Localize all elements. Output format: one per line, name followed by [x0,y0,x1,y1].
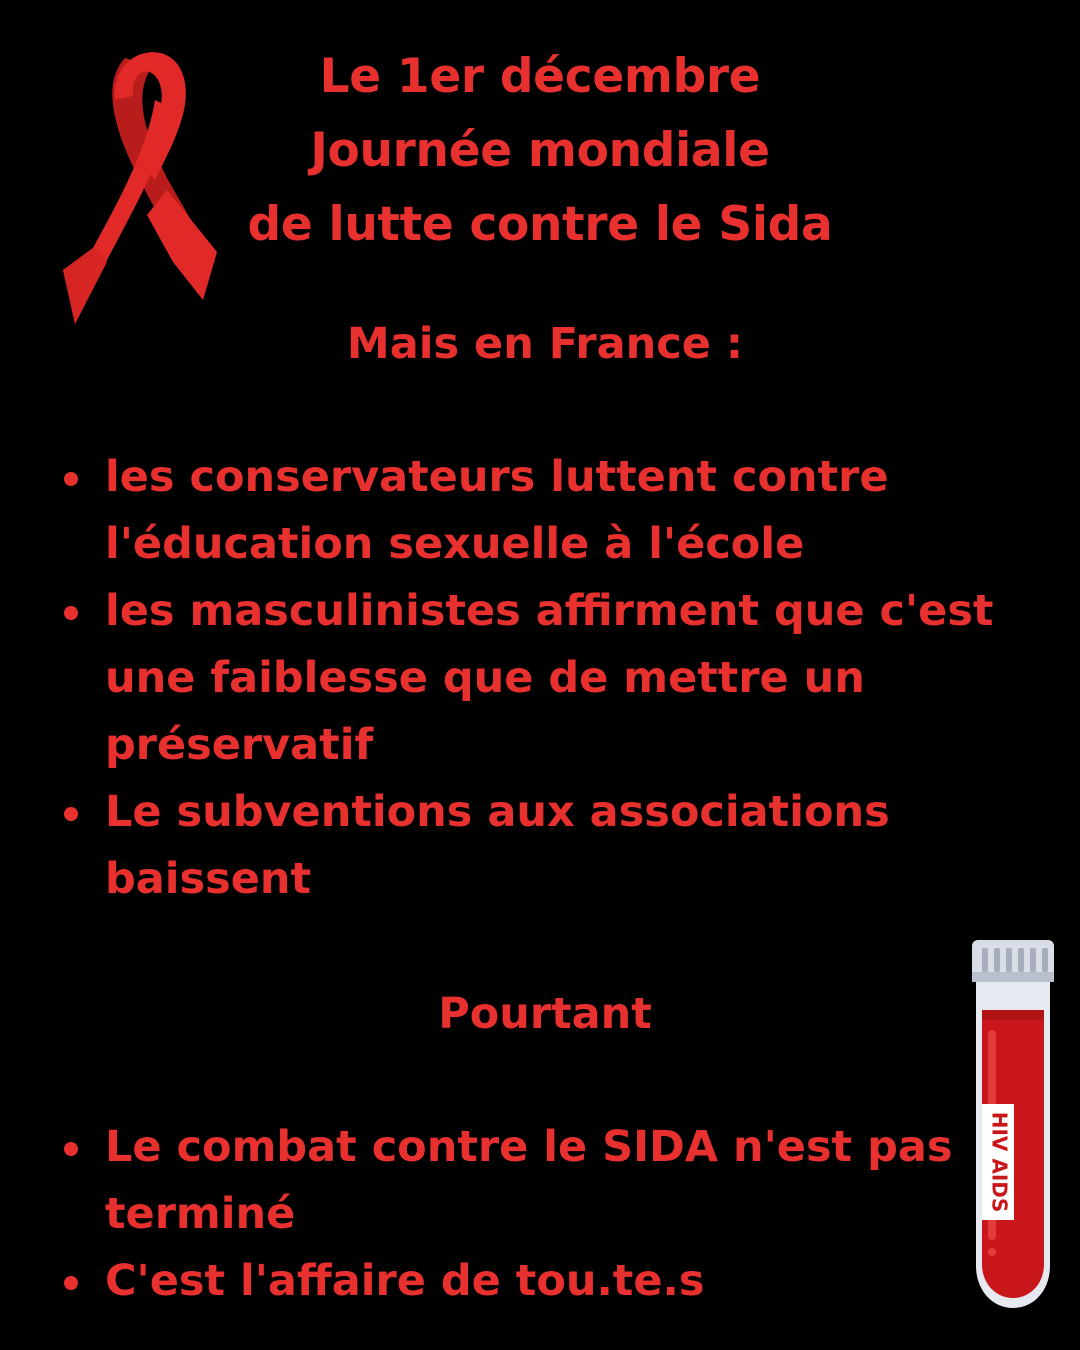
pourtant-list [0,1114,960,1315]
list-item: C'est l'affaire de tou.te.s [0,1248,960,1315]
section-heading-france: Mais en France : [346,319,744,369]
title-line-1: Le 1er décembre [319,49,761,104]
title-line-3: de lutte contre le Sida [247,197,833,252]
red-ribbon-icon [55,30,225,330]
list-item: Le combat contre le SIDA n'est pas terminé [0,1114,960,1248]
bullet-icon [64,606,78,620]
bullet-icon [64,807,78,821]
bullet-icon [64,472,78,486]
section-heading-pourtant: Pourtant [438,989,652,1039]
blood-test-tube-icon [968,938,1058,1312]
bullet-icon [64,1142,78,1156]
bullet-icon [64,1276,78,1290]
list-item: les masculinistes affirment que c'est une faiblesse que de mettre un préservatif [0,578,1010,779]
list-item: Le subventions aux associations baissent [0,779,1010,913]
tube-label: HIV AIDS [987,1111,1012,1213]
france-list [0,444,1010,913]
title-line-2: Journée mondiale [310,123,770,178]
list-item: les conservateurs luttent contre l'éducation sexuelle à l'école [0,444,1010,578]
page-title [220,40,860,262]
